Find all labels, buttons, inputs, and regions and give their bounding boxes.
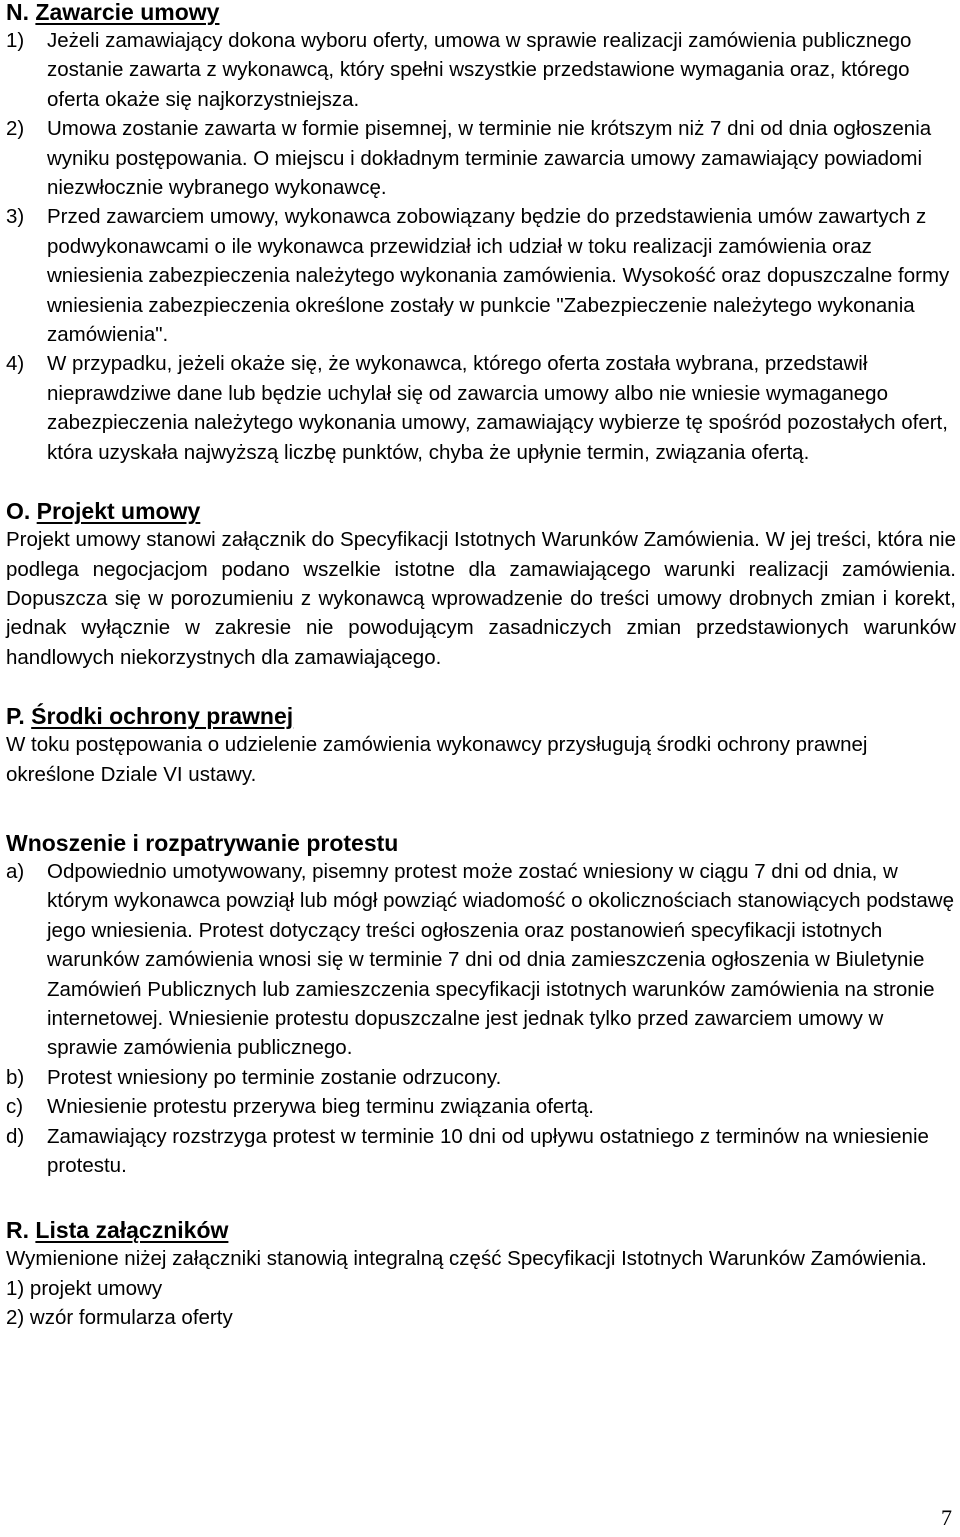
section-o-letter: O. [6, 498, 31, 525]
section-r-letter: R. [6, 1217, 29, 1244]
protest-title: Wnoszenie i rozpatrywanie protestu [6, 829, 399, 856]
protest-list [6, 857, 956, 1180]
attachments-list [6, 1274, 956, 1333]
section-p-letter: P. [6, 703, 25, 730]
list-item: 3) Przed zawarciem umowy, wykonawca zobowiązany będzie do przedstawienia umów zawartych z podwykonawcami o ile wykonawca przewidział ich udział w toku realizacji zamówienia oraz wniesienia zabezpieczenia należytego wykonania zamówienia. Wysokość oraz dopuszczalne formy wniesienia zabezpieczenia określone zostały w punkcie "Zabezpieczenie należytego wykonania zamówienia". [6, 205, 950, 347]
section-p-paragraph: W toku postępowania o udzielenie zamówienia wykonawcy przysługują środki ochrony prawnej określone Dziale VI ustawy. [6, 733, 868, 786]
list-item: a) Odpowiednio umotywowany, pisemny protest może zostać wniesiony w ciągu 7 dni od dnia, w którym wykonawca powziął lub mógł powziąć wiadomość o okolicznościach stanowiących podstawę jego wniesienia. Protest dotyczący treści ogłoszenia oraz postanowień specyfikacji istotnych warunków zamówienia wnosi się w terminie 7 dni od dnia zamieszczenia ogłoszenia w Biuletynie Zamówień Publicznych lub zamieszczenia specyfikacji istotnych warunków zamówienia na stronie internetowej. Wniesienie protestu dopuszczalne jest jednak tylko przed zawarciem umowy w sprawie zamówienia publicznego. [6, 859, 954, 1060]
section-n-heading [6, 0, 956, 26]
section-o-paragraph: Projekt umowy stanowi załącznik do Specyfikacji Istotnych Warunków Zamówienia. W jej treści, która nie podlega negocjacjom podano wszelkie istotne dla zamawiającego warunki realizacji zamówienia. Dopuszcza się w porozumieniu z wykonawcą wprowadzenie do treści umowy drobnych zmian i korekt, jednak wyłącznie w zakresie nie powodującym zasadniczych zmian przedstawionych warunków handlowych niekorzystnych dla zamawiającego. [6, 528, 956, 669]
section-r-title: Lista załączników [35, 1217, 229, 1244]
list-item: d) Zamawiający rozstrzyga protest w terminie 10 dni od upływu ostatniego z terminów na wniesienie protestu. [6, 1124, 929, 1177]
protest-heading [6, 829, 956, 857]
section-r-heading [6, 1216, 956, 1244]
list-item: c) Wniesienie protestu przerywa bieg terminu związania ofertą. [6, 1095, 594, 1119]
section-n-list [6, 26, 956, 467]
section-n-title: Zawarcie umowy [35, 0, 220, 25]
list-item: 2) wzór formularza oferty [6, 1306, 233, 1330]
section-p-title: Środki ochrony prawnej [31, 703, 294, 730]
section-n-letter: N. [6, 0, 29, 25]
list-item: b) Protest wniesiony po terminie zostanie odrzucony. [6, 1065, 502, 1089]
list-item: 2) Umowa zostanie zawarta w formie pisemnej, w terminie nie krótszym niż 7 dni od dnia ogłoszenia wyniku postępowania. O miejscu i dokładnym terminie zawarcia umowy zamawiający powiadomi niezwłocznie wybranego wykonawcę. [6, 117, 932, 200]
section-o-title: Projekt umowy [36, 498, 201, 525]
list-item: 1) projekt umowy [6, 1276, 163, 1300]
page-number: 7 [941, 1505, 952, 1530]
section-r-paragraph: Wymienione niżej załączniki stanowią integralną część Specyfikacji Istotnych Warunków Zamówienia. [6, 1247, 927, 1271]
list-item: 1) Jeżeli zamawiający dokona wyboru oferty, umowa w sprawie realizacji zamówienia publicznego zostanie zawarta z wykonawcą, który spełni wszystkie przedstawione wymagania oraz, którego oferta okaże się najkorzystniejsza. [6, 29, 912, 111]
section-o-heading [6, 497, 956, 525]
section-p-heading [6, 702, 956, 730]
document-page [6, 0, 956, 1333]
list-item: 4) W przypadku, jeżeli okaże się, że wykonawca, którego oferta została wybrana, przedstawił nieprawdziwe dane lub będzie uchylał się od zawarcia umowy albo nie wniesie wymaganego zabezpieczenia należytego wykonania umowy, zamawiający wybierze tę spośród pozostałych ofert, która uzyskała najwyższą liczbę punktów, chyba że upłynie termin, związania ofertą. [6, 352, 948, 464]
